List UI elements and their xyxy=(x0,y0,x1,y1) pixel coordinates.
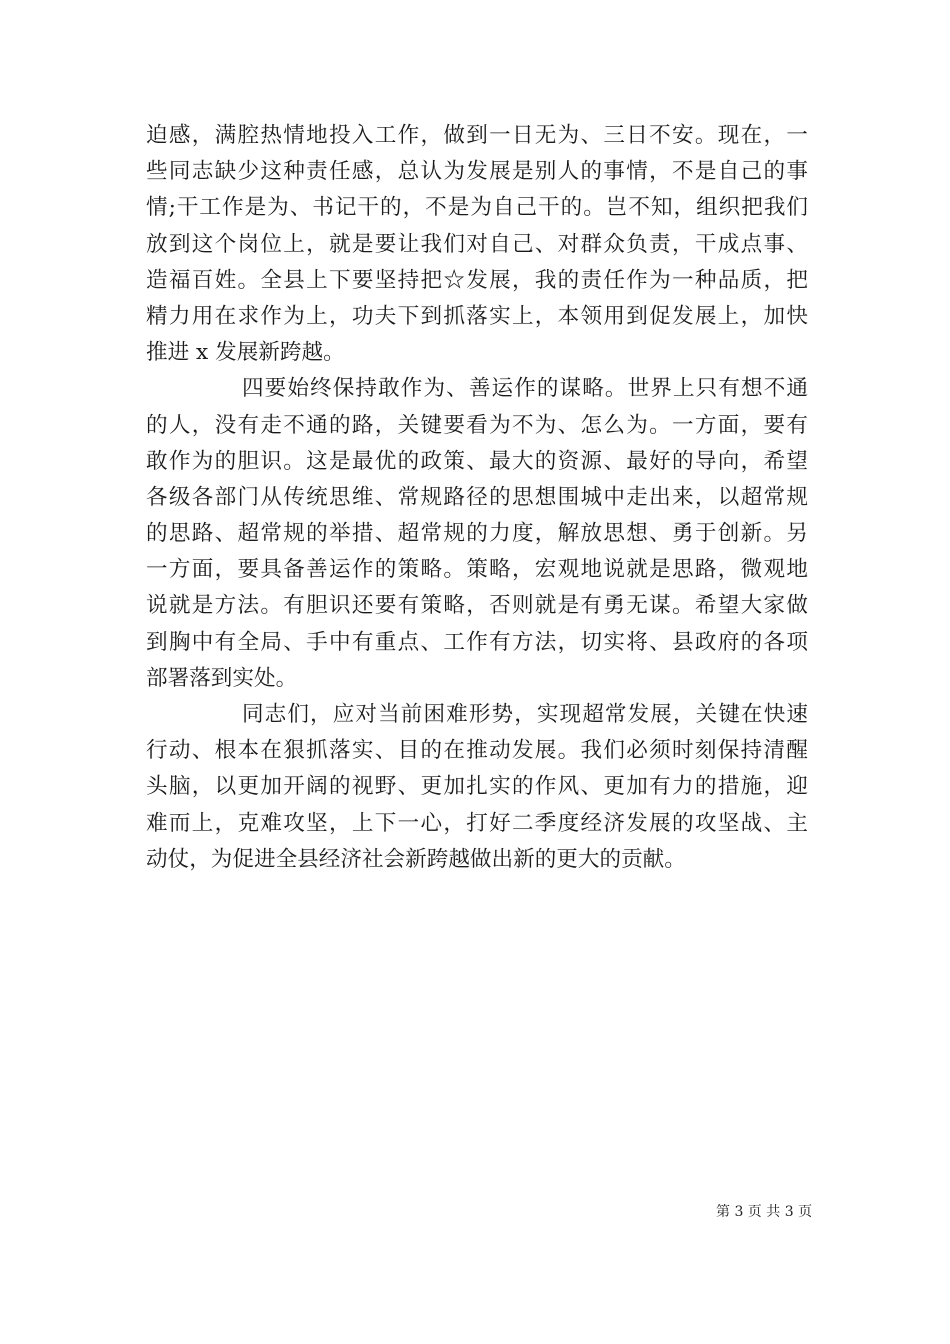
text-line: 说就是方法。有胆识还要有策略，否则就是有勇无谋。希望大家做 xyxy=(146,593,808,619)
text-line: 敢作为的胆识。这是最优的政策、最大的资源、最好的导向，希望 xyxy=(146,448,808,474)
text-line: 精力用在求作为上，功夫下到抓落实上，本领用到促发展上，加快 xyxy=(146,303,808,329)
text-line: 的人，没有走不通的路，关键要看为不为、怎么为。一方面，要有 xyxy=(146,412,808,438)
paragraph xyxy=(146,371,808,697)
text-line: 造福百姓。全县上下要坚持把☆发展，我的责任作为一种品质，把 xyxy=(146,267,808,293)
text-line: 行动、根本在狠抓落实、目的在推动发展。我们必须时刻保持清醒 xyxy=(146,738,808,764)
document-body xyxy=(146,118,808,878)
paragraph xyxy=(146,697,808,878)
text-line: 的思路、超常规的举措、超常规的力度，解放思想、勇于创新。另 xyxy=(146,521,808,547)
text-line: 同志们，应对当前困难形势，实现超常发展，关键在快速 xyxy=(242,702,808,727)
text-line: 放到这个岗位上，就是要让我们对自己、对群众负责，干成点事、 xyxy=(146,231,808,257)
text-line: 情;干工作是为、书记干的，不是为自己干的。岂不知，组织把我们 xyxy=(146,195,808,221)
text-line: 动仗，为促进全县经济社会新跨越做出新的更大的贡献。 xyxy=(146,846,686,872)
text-line: 迫感，满腔热情地投入工作，做到一日无为、三日不安。现在，一 xyxy=(146,123,808,148)
text-line: 四要始终保持敢作为、善运作的谋略。世界上只有想不通 xyxy=(242,376,808,402)
text-line: 些同志缺少这种责任感，总认为发展是别人的事情，不是自己的事 xyxy=(146,159,808,185)
text-line: 推进 x 发展新跨越。 xyxy=(146,340,345,366)
text-line: 各级各部门从传统思维、常规路径的思想围城中走出来，以超常规 xyxy=(146,484,808,510)
text-line: 头脑，以更加开阔的视野、更加扎实的作风、更加有力的措施，迎 xyxy=(146,774,808,800)
page-number-footer: 第 3 页 共 3 页 xyxy=(716,1204,813,1220)
paragraph xyxy=(146,118,808,371)
text-line: 难而上，克难攻坚，上下一心，打好二季度经济发展的攻坚战、主 xyxy=(146,810,808,836)
text-line: 到胸中有全局、手中有重点、工作有方法，切实将、县政府的各项 xyxy=(146,629,808,655)
text-line: 一方面，要具备善运作的策略。策略，宏观地说就是思路，微观地 xyxy=(146,557,808,583)
text-line: 部署落到实处。 xyxy=(146,665,298,691)
